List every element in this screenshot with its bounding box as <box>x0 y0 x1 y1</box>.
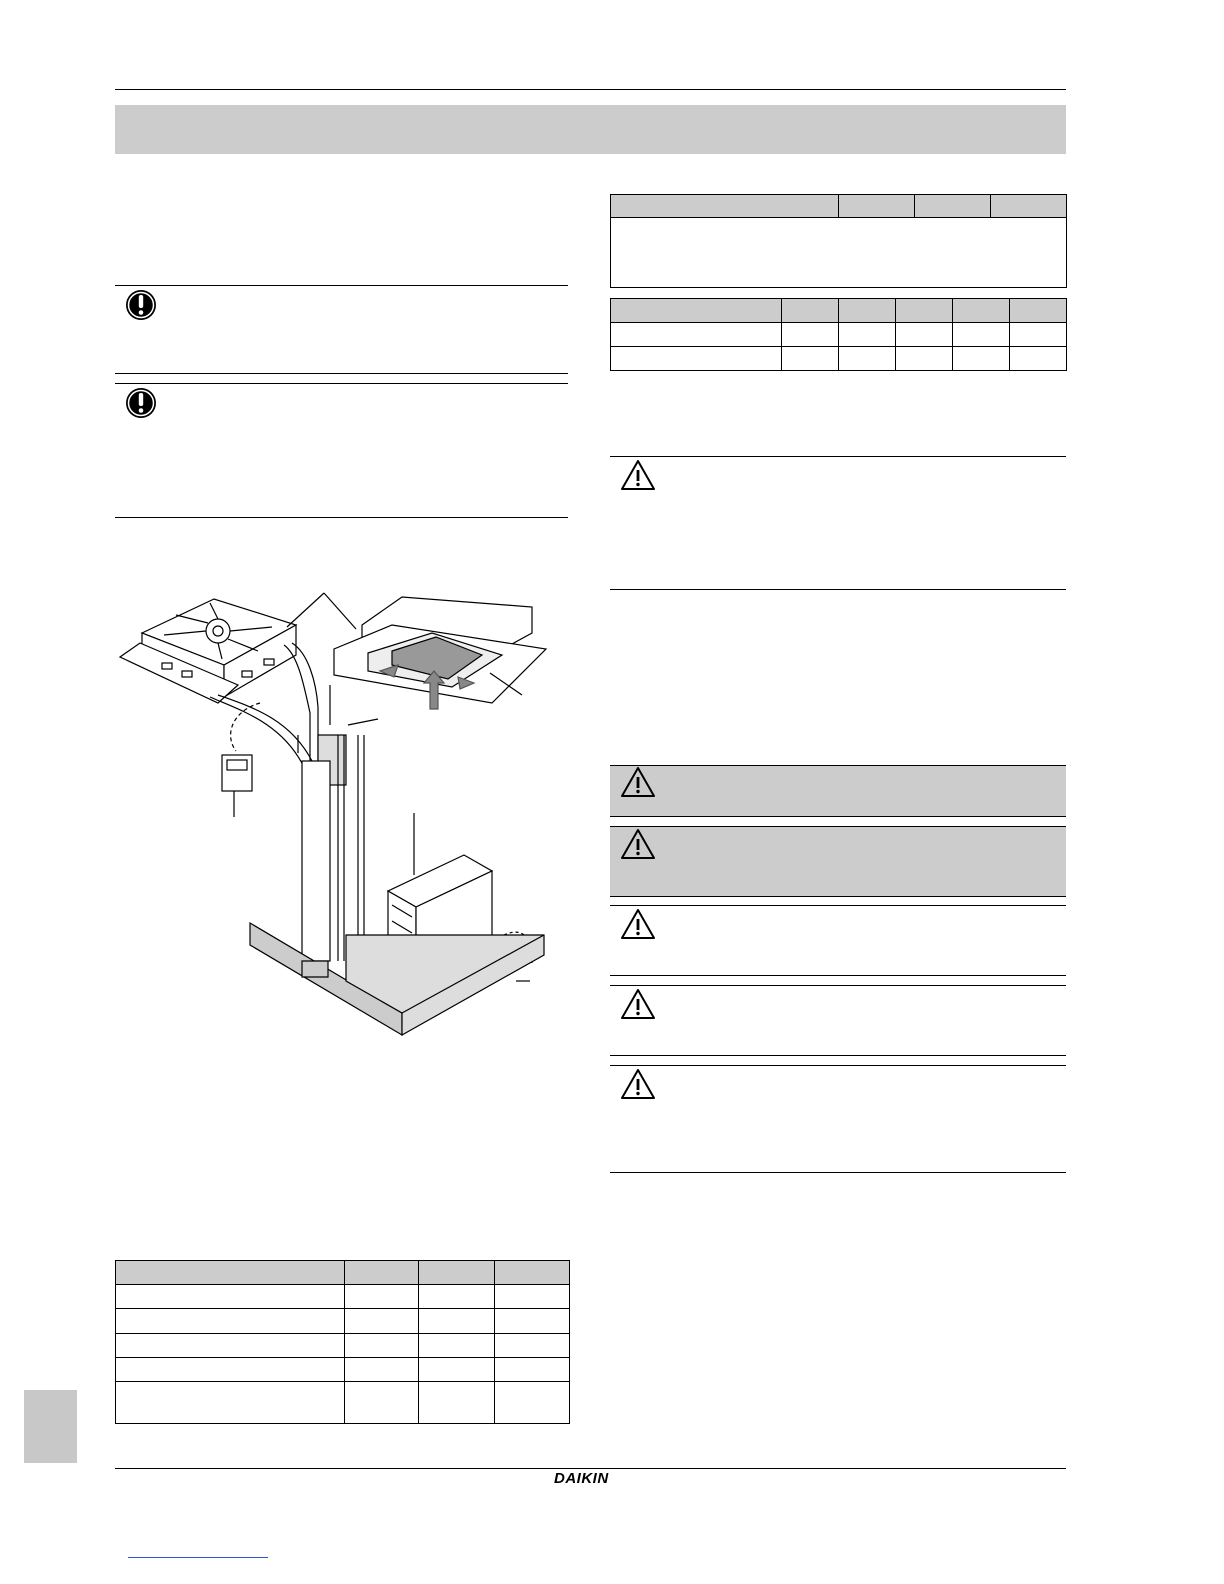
warning-triangle-icon <box>620 766 656 798</box>
notice-1-top-rule <box>115 285 568 286</box>
warning-2-top-rule <box>610 765 1066 766</box>
table-row <box>116 1285 570 1309</box>
table-row <box>611 218 1067 288</box>
warning-5-top-rule <box>610 985 1066 986</box>
table-row <box>611 347 1067 371</box>
warning-6-bottom-rule <box>610 1172 1066 1173</box>
table-row <box>611 323 1067 347</box>
table-row <box>116 1334 570 1358</box>
left-specs-table <box>115 1260 570 1424</box>
important-exclamation-icon <box>124 288 158 322</box>
warning-triangle-icon <box>620 988 656 1020</box>
warning-triangle-icon <box>620 908 656 940</box>
table-row <box>116 1358 570 1382</box>
important-exclamation-icon <box>124 386 158 420</box>
warning-3-bottom-rule <box>610 896 1066 897</box>
warning-triangle-icon <box>620 459 656 491</box>
side-language-tab <box>24 1390 77 1463</box>
table-header-row <box>611 195 1067 218</box>
header-rule <box>115 89 1066 90</box>
warning-1-top-rule <box>610 456 1066 457</box>
footer-rule <box>115 1468 1066 1469</box>
notice-1-bottom-rule <box>115 373 568 374</box>
right-specs-table <box>610 298 1067 371</box>
warning-5-bottom-rule <box>610 1055 1066 1056</box>
warning-6-top-rule <box>610 1065 1066 1066</box>
warning-triangle-icon <box>620 1068 656 1100</box>
warning-1-bottom-rule <box>610 589 1066 590</box>
warning-2-bottom-rule <box>610 816 1066 817</box>
table-row <box>116 1309 570 1334</box>
notice-2-bottom-rule <box>115 517 568 518</box>
warning-3-band <box>610 826 1066 896</box>
warning-4-bottom-rule <box>610 975 1066 976</box>
system-installation-illustration <box>112 585 552 1040</box>
warning-triangle-icon <box>620 828 656 860</box>
table-row <box>116 1382 570 1424</box>
table-header-row <box>611 299 1067 323</box>
daikin-logo: DAIKIN <box>554 1470 609 1487</box>
warning-4-top-rule <box>610 905 1066 906</box>
warning-2-band <box>610 765 1066 816</box>
section-header-band <box>115 105 1066 154</box>
warning-3-top-rule <box>610 826 1066 827</box>
table-header-row <box>116 1261 570 1285</box>
page-link-underline[interactable] <box>128 1557 268 1558</box>
right-upper-table <box>610 194 1067 288</box>
notice-2-top-rule <box>115 383 568 384</box>
